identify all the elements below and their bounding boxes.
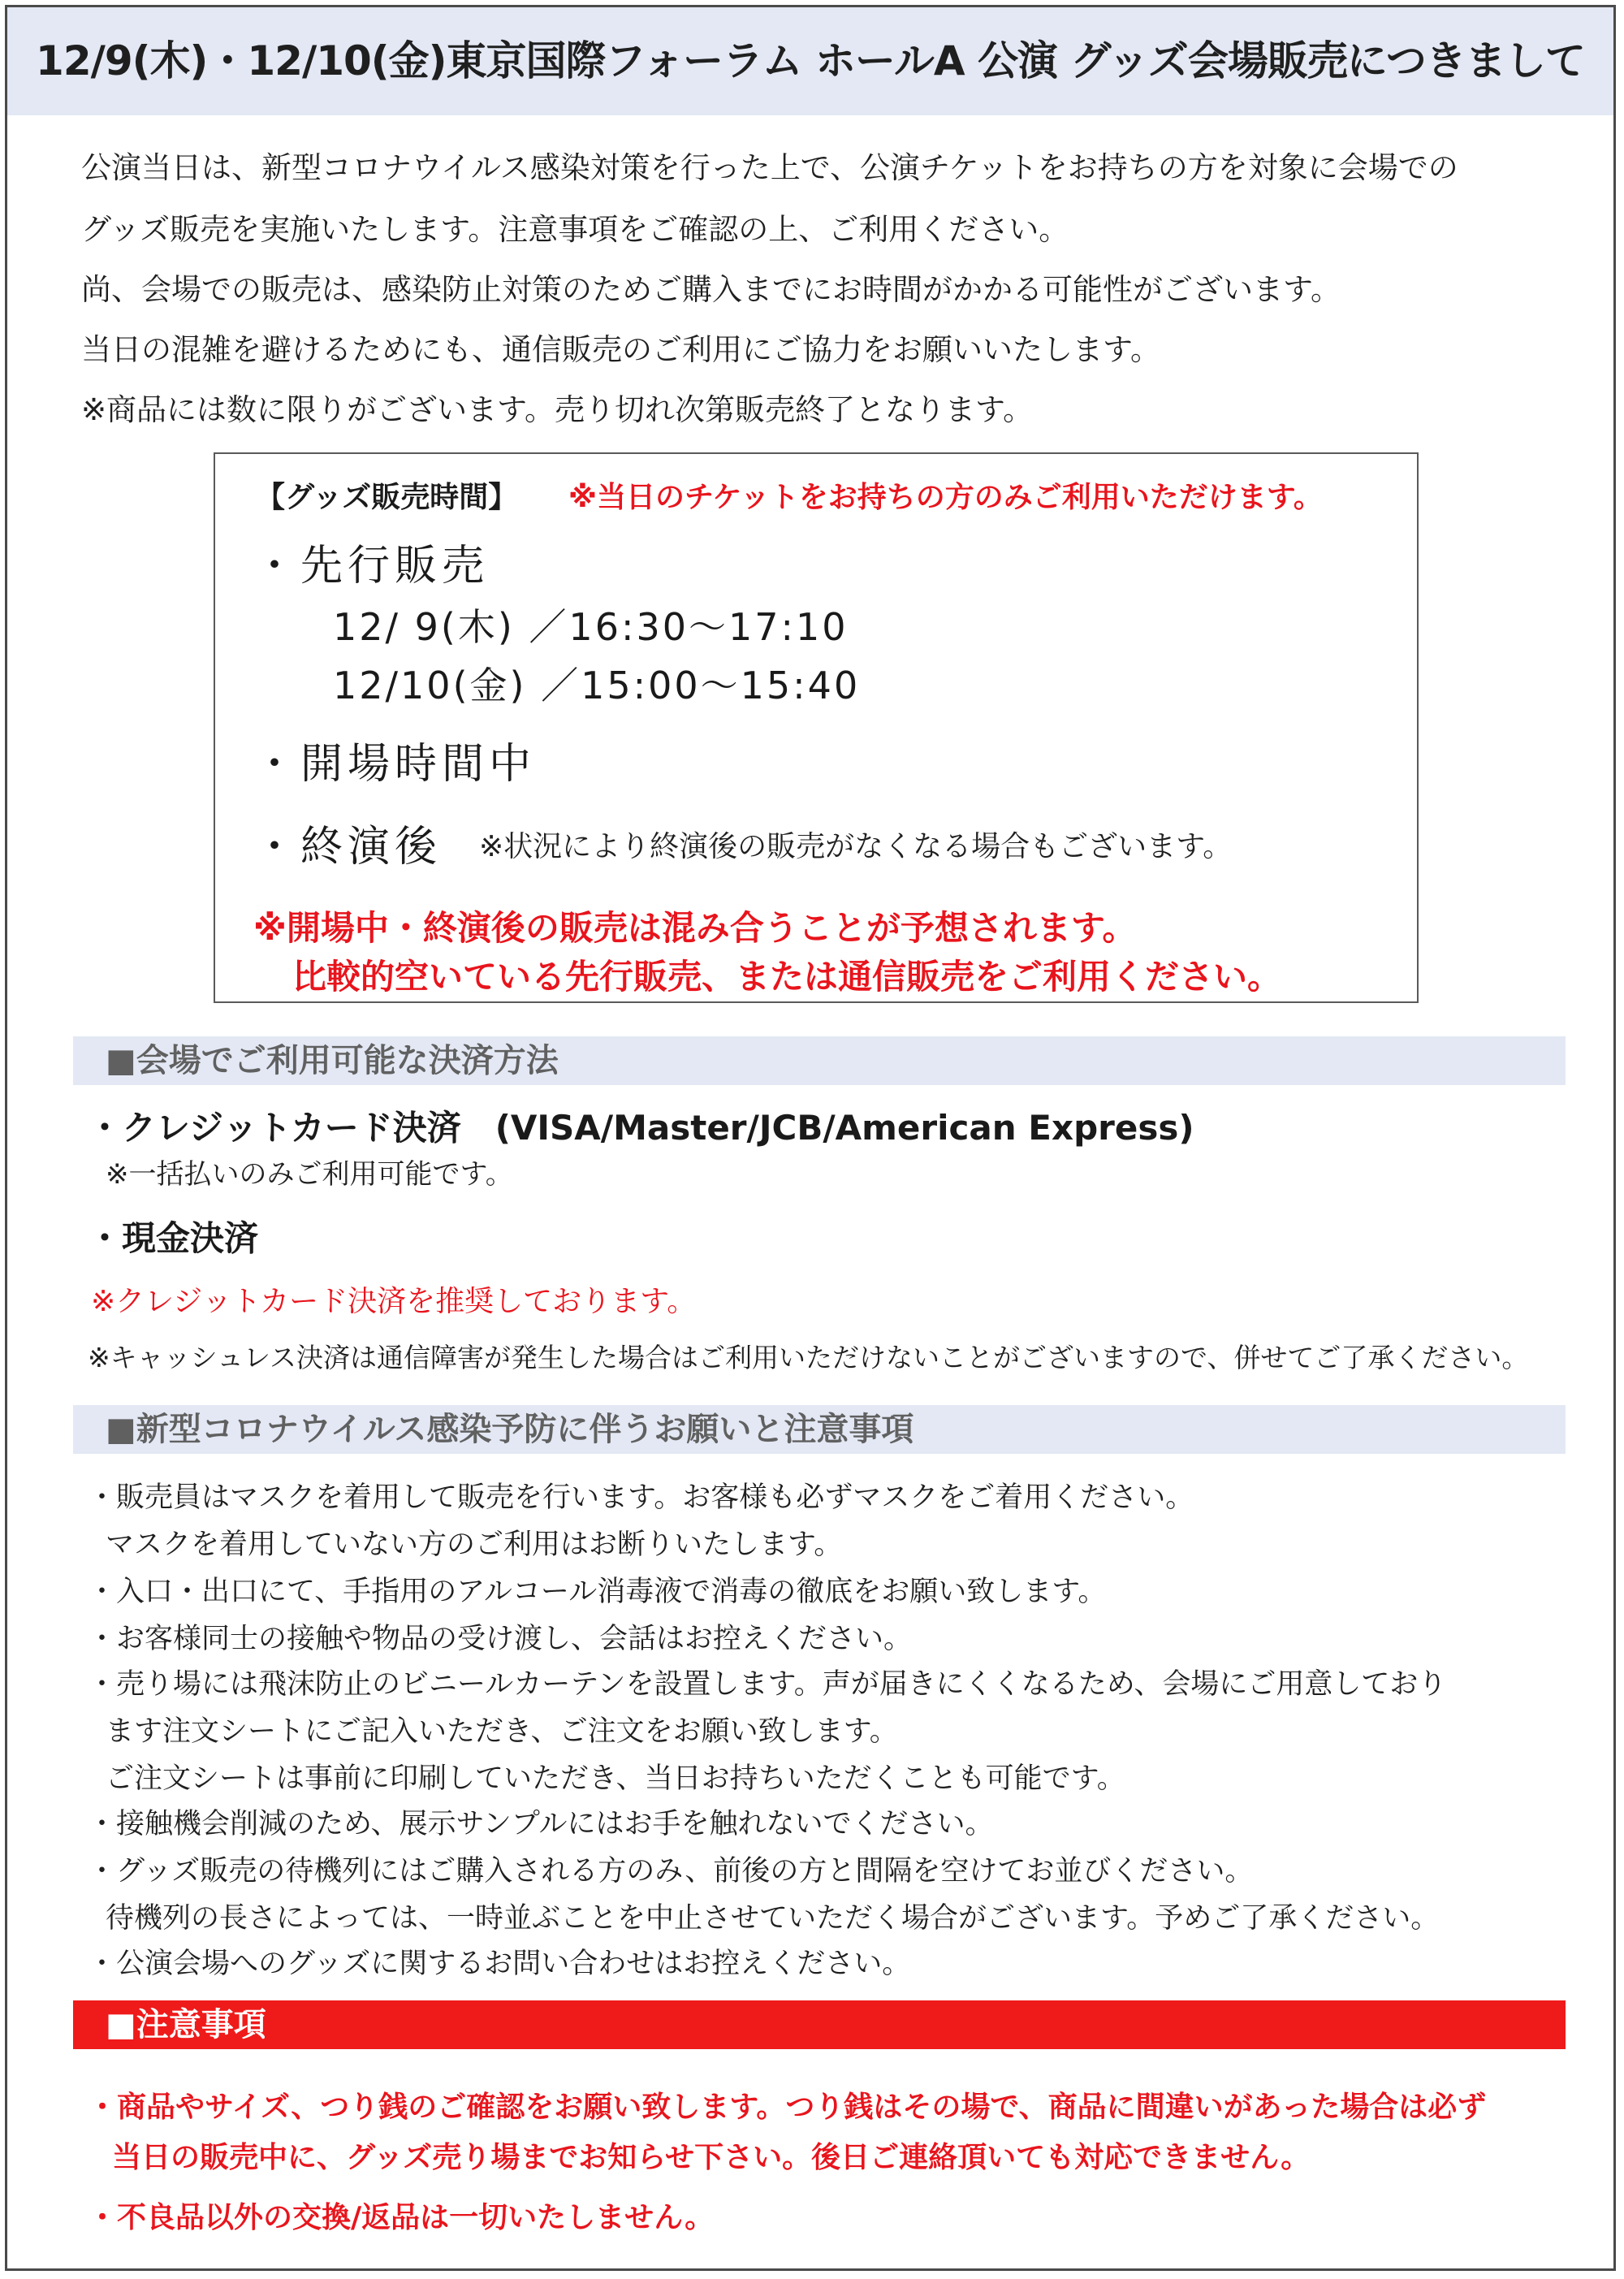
cash-payment: ・現金決済 — [88, 1218, 259, 1258]
cashless-note: ※キャッシュレス決済は通信障害が発生した場合はご利用いただけないことがございますので、併せてご了承ください。 — [88, 1342, 1529, 1373]
covid-rule-1b: マスクを着用していない方のご利用はお断りいたします。 — [106, 1529, 843, 1561]
covid-rule-1: ・販売員はマスクを着用して販売を行います。お客様も必ずマスクをご着用ください。 — [88, 1481, 1194, 1514]
covid-rule-5: ・接触機会削減のため、展示サンプルにはお手を触れないでください。 — [88, 1808, 994, 1840]
opening-sale-heading: ・開場時間中 — [253, 740, 537, 789]
notice-line-1: ・商品やサイズ、つり銭のご確認をお願い致します。つり銭はその場で、商品に間違いがあった場合は必ず — [88, 2091, 1487, 2124]
sale-time-label: 【グッズ販売時間】 — [256, 481, 518, 514]
covid-rule-2: ・入口・出口にて、手指用のアルコール消毒液で消毒の徹底をお願い致します。 — [88, 1576, 1107, 1608]
advance-sale-time-1: 12/ 9(木) ／16:30～17:10 — [333, 605, 849, 649]
notice-line-2: ・不良品以外の交換/返品は一切いたしません。 — [88, 2201, 715, 2234]
covid-section-title: ■新型コロナウイルス感染予防に伴うお願いと注意事項 — [106, 1411, 914, 1448]
covid-rule-4c: ご注文シートは事前に印刷していただき、当日お持ちいただくことも可能です。 — [106, 1762, 1125, 1795]
advance-sale-heading: ・先行販売 — [253, 542, 490, 590]
intro-line-2: グッズ販売を実施いたします。注意事項をご確認の上、ご利用ください。 — [81, 212, 1069, 247]
covid-rule-6b: 待機列の長さによっては、一時並ぶことを中止させていただく場合がございます。予めご了承ください。 — [106, 1902, 1440, 1935]
covid-rule-4b: ます注文シートにご記入いただき、ご注文をお願い致します。 — [106, 1715, 898, 1748]
payment-section-title: ■会場でご利用可能な決済方法 — [106, 1042, 559, 1079]
credit-recommend-note: ※クレジットカード決済を推奨しております。 — [91, 1285, 697, 1318]
covid-rule-3: ・お客様同士の接触や物品の受け渡し、会話はお控えください。 — [88, 1623, 913, 1655]
notice-section-title: ■注意事項 — [106, 2006, 266, 2043]
crowd-warning-1: ※開場中・終演後の販売は混み合うことが予想されます。 — [253, 908, 1137, 948]
after-show-note: ※状況により終演後の販売がなくなる場合もございます。 — [479, 830, 1233, 863]
credit-card-note: ※一括払いのみご利用可能です。 — [106, 1158, 513, 1191]
notice-line-1b: 当日の販売中に、グッズ売り場までお知らせ下さい。後日ご連絡頂いても対応できません。 — [112, 2141, 1311, 2174]
page-title: 12/9(木)・12/10(金)東京国際フォーラム ホールA 公演 グッズ会場販売につきまして — [36, 37, 1585, 84]
credit-card-payment: ・クレジットカード決済 (VISA/Master/JCB/American Express) — [88, 1108, 1194, 1148]
notice-section-bar — [73, 2000, 1566, 2049]
intro-line-5: ※商品には数に限りがございます。売り切れ次第販売終了となります。 — [81, 392, 1034, 427]
intro-line-1: 公演当日は、新型コロナウイルス感染対策を行った上で、公演チケットをお持ちの方を対象に会場での — [81, 150, 1458, 185]
crowd-warning-2: 比較的空いている先行販売、または通信販売をご利用ください。 — [292, 957, 1282, 997]
covid-rule-6: ・グッズ販売の待機列にはご購入される方のみ、前後の方と間隔を空けてお並びください。 — [88, 1855, 1254, 1888]
covid-rule-4: ・売り場には飛沫防止のビニールカーテンを設置します。声が届きにくくなるため、会場にご用意しており — [88, 1668, 1447, 1701]
sale-time-ticket-note: ※当日のチケットをお持ちの方のみご利用いただけます。 — [568, 481, 1323, 514]
intro-line-4: 当日の混雑を避けるためにも、通信販売のご利用にご協力をお願いいたします。 — [81, 332, 1161, 367]
advance-sale-time-2: 12/10(金) ／15:00～15:40 — [333, 664, 861, 707]
after-show-heading: ・終演後 — [253, 823, 443, 871]
covid-rule-7: ・公演会場へのグッズに関するお問い合わせはお控えください。 — [88, 1948, 911, 1980]
intro-line-3: 尚、会場での販売は、感染防止対策のためご購入までにお時間がかかる可能性がございます。 — [81, 272, 1341, 307]
